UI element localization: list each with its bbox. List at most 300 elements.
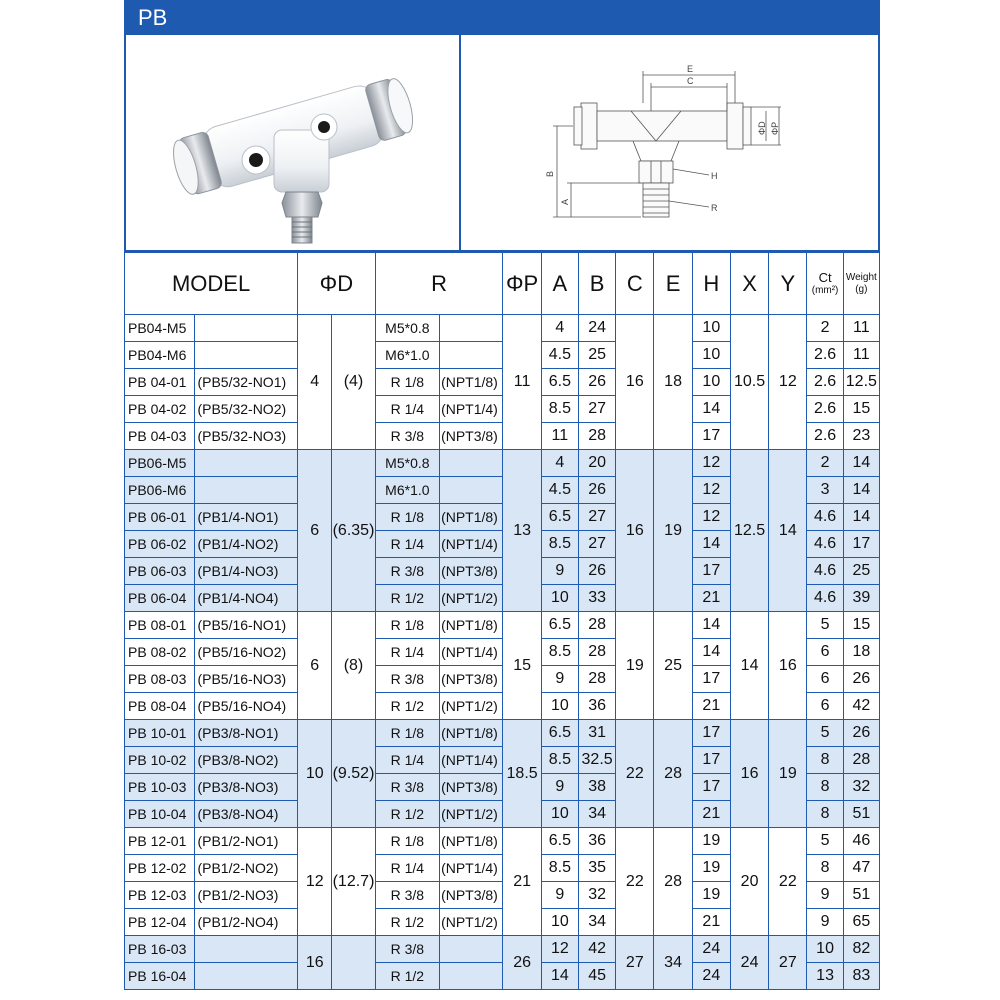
alias-cell: (PB1/4-NO3): [195, 558, 298, 585]
a-cell: 9: [541, 882, 578, 909]
alias-cell: [195, 936, 298, 963]
h-cell: 19: [692, 855, 730, 882]
npt-cell: (NPT1/8): [440, 612, 503, 639]
h-cell: 14: [692, 612, 730, 639]
a-cell: 4.5: [541, 342, 578, 369]
header-r: R: [375, 253, 503, 315]
a-cell: 8.5: [541, 747, 578, 774]
b-cell: 25: [578, 342, 615, 369]
ct-cell: 4.6: [807, 558, 843, 585]
weight-cell: 25: [843, 558, 879, 585]
h-cell: 14: [692, 396, 730, 423]
b-cell: 38: [578, 774, 615, 801]
header-y: Y: [769, 253, 807, 315]
h-cell: 21: [692, 693, 730, 720]
b-cell: 34: [578, 909, 615, 936]
thread-cell: R 3/8: [375, 774, 439, 801]
thread-cell: R 1/2: [375, 909, 439, 936]
model-cell: PB 08-01: [125, 612, 195, 639]
ct-cell: 4.6: [807, 531, 843, 558]
weight-cell: 82: [843, 936, 879, 963]
b-cell: 24: [578, 315, 615, 342]
ct-cell: 2.6: [807, 342, 843, 369]
npt-cell: [440, 342, 503, 369]
y-cell: 16: [769, 612, 807, 720]
b-cell: 20: [578, 450, 615, 477]
thread-cell: R 1/4: [375, 639, 439, 666]
ct-cell: 2: [807, 315, 843, 342]
thread-cell: R 3/8: [375, 666, 439, 693]
model-cell: PB04-M6: [125, 342, 195, 369]
header-phi-p: ΦP: [503, 253, 541, 315]
a-cell: 9: [541, 666, 578, 693]
b-cell: 33: [578, 585, 615, 612]
thread-cell: M5*0.8: [375, 315, 439, 342]
c-cell: 27: [616, 936, 654, 990]
table-row: [125, 720, 880, 747]
model-cell: PB 12-04: [125, 909, 195, 936]
b-cell: 28: [578, 423, 615, 450]
label-c: C: [687, 76, 694, 86]
phi-d-cell: 6: [298, 450, 332, 612]
npt-cell: (NPT3/8): [440, 774, 503, 801]
weight-cell: 51: [843, 882, 879, 909]
phi-p-cell: 13: [503, 450, 541, 612]
model-cell: PB04-M5: [125, 315, 195, 342]
ct-cell: 10: [807, 936, 843, 963]
x-cell: 24: [730, 936, 768, 990]
spec-body: [125, 315, 880, 990]
x-cell: 12.5: [730, 450, 768, 612]
weight-cell: 14: [843, 504, 879, 531]
a-cell: 6.5: [541, 504, 578, 531]
header-c: C: [616, 253, 654, 315]
thread-cell: R 1/2: [375, 801, 439, 828]
a-cell: 4.5: [541, 477, 578, 504]
header-phi-d: ΦD: [298, 253, 376, 315]
npt-cell: (NPT1/2): [440, 909, 503, 936]
ct-cell: 8: [807, 801, 843, 828]
alias-cell: (PB3/8-NO1): [195, 720, 298, 747]
weight-cell: 39: [843, 585, 879, 612]
c-cell: 16: [616, 315, 654, 450]
dimension-drawing: [461, 35, 878, 250]
model-cell: PB 04-02: [125, 396, 195, 423]
npt-cell: [440, 450, 503, 477]
npt-cell: (NPT3/8): [440, 882, 503, 909]
weight-cell: 28: [843, 747, 879, 774]
alias-cell: (PB1/2-NO4): [195, 909, 298, 936]
phi-d-alt-cell: (9.52): [332, 720, 375, 828]
npt-cell: (NPT1/8): [440, 720, 503, 747]
table-row: [125, 612, 880, 639]
ct-cell: 6: [807, 666, 843, 693]
ct-cell: 8: [807, 747, 843, 774]
weight-cell: 46: [843, 828, 879, 855]
header-a: A: [541, 253, 578, 315]
model-cell: PB06-M5: [125, 450, 195, 477]
header-ct-unit: (mm²): [811, 284, 839, 296]
phi-p-cell: 15: [503, 612, 541, 720]
a-cell: 4: [541, 450, 578, 477]
a-cell: 9: [541, 774, 578, 801]
thread-cell: R 1/4: [375, 396, 439, 423]
h-cell: 12: [692, 504, 730, 531]
thread-cell: R 3/8: [375, 423, 439, 450]
h-cell: 10: [692, 315, 730, 342]
a-cell: 6.5: [541, 612, 578, 639]
a-cell: 8.5: [541, 639, 578, 666]
label-r: R: [711, 203, 718, 213]
label-phi-d: ΦD: [757, 121, 767, 135]
phi-p-cell: 11: [503, 315, 541, 450]
h-cell: 21: [692, 585, 730, 612]
h-cell: 10: [692, 342, 730, 369]
a-cell: 8.5: [541, 855, 578, 882]
weight-cell: 65: [843, 909, 879, 936]
model-cell: PB 08-03: [125, 666, 195, 693]
b-cell: 31: [578, 720, 615, 747]
model-cell: PB 04-01: [125, 369, 195, 396]
npt-cell: (NPT1/8): [440, 828, 503, 855]
b-cell: 35: [578, 855, 615, 882]
image-row: [124, 35, 880, 252]
product-photo: [126, 35, 459, 250]
npt-cell: (NPT3/8): [440, 558, 503, 585]
b-cell: 42: [578, 936, 615, 963]
a-cell: 6.5: [541, 720, 578, 747]
x-cell: 10.5: [730, 315, 768, 450]
thread-cell: R 1/4: [375, 747, 439, 774]
ct-cell: 4.6: [807, 585, 843, 612]
weight-cell: 32: [843, 774, 879, 801]
weight-cell: 15: [843, 612, 879, 639]
weight-cell: 11: [843, 342, 879, 369]
label-e: E: [687, 64, 694, 74]
b-cell: 27: [578, 504, 615, 531]
model-cell: PB 12-02: [125, 855, 195, 882]
header-weight-unit: (g): [855, 283, 868, 295]
weight-cell: 83: [843, 963, 879, 990]
alias-cell: (PB5/32-NO2): [195, 396, 298, 423]
alias-cell: [195, 477, 298, 504]
thread-cell: R 1/2: [375, 963, 439, 990]
ct-cell: 2.6: [807, 369, 843, 396]
thread-cell: R 1/4: [375, 531, 439, 558]
model-cell: PB 08-04: [125, 693, 195, 720]
a-cell: 4: [541, 315, 578, 342]
thread-cell: R 1/8: [375, 504, 439, 531]
e-cell: 28: [654, 720, 692, 828]
npt-cell: (NPT1/4): [440, 396, 503, 423]
a-cell: 14: [541, 963, 578, 990]
b-cell: 32.5: [578, 747, 615, 774]
a-cell: 10: [541, 693, 578, 720]
e-cell: 25: [654, 612, 692, 720]
weight-cell: 42: [843, 693, 879, 720]
y-cell: 14: [769, 450, 807, 612]
alias-cell: (PB1/4-NO2): [195, 531, 298, 558]
label-phi-p: ΦP: [770, 121, 780, 135]
alias-cell: (PB3/8-NO3): [195, 774, 298, 801]
npt-cell: (NPT1/4): [440, 855, 503, 882]
c-cell: 22: [616, 720, 654, 828]
weight-cell: 26: [843, 720, 879, 747]
alias-cell: (PB1/2-NO3): [195, 882, 298, 909]
h-cell: 19: [692, 828, 730, 855]
weight-cell: 17: [843, 531, 879, 558]
npt-cell: (NPT1/4): [440, 747, 503, 774]
header-row: [125, 253, 880, 315]
phi-d-cell: 4: [298, 315, 332, 450]
h-cell: 19: [692, 882, 730, 909]
ct-cell: 6: [807, 693, 843, 720]
h-cell: 14: [692, 531, 730, 558]
label-b: B: [545, 170, 555, 177]
thread-cell: R 3/8: [375, 882, 439, 909]
x-cell: 14: [730, 612, 768, 720]
header-ct: [807, 253, 843, 315]
tee-dimension-diagram: [461, 35, 878, 250]
model-cell: PB 12-01: [125, 828, 195, 855]
npt-cell: [440, 963, 503, 990]
h-cell: 17: [692, 774, 730, 801]
phi-d-alt-cell: (6.35): [332, 450, 375, 612]
weight-cell: 18: [843, 639, 879, 666]
header-ct-label: Ct: [818, 269, 832, 285]
model-cell: PB 04-03: [125, 423, 195, 450]
a-cell: 10: [541, 909, 578, 936]
thread-cell: R 3/8: [375, 936, 439, 963]
thread-cell: M6*1.0: [375, 477, 439, 504]
h-cell: 21: [692, 909, 730, 936]
npt-cell: (NPT1/4): [440, 531, 503, 558]
header-x: X: [730, 253, 768, 315]
h-cell: 17: [692, 666, 730, 693]
a-cell: 6.5: [541, 369, 578, 396]
ct-cell: 8: [807, 855, 843, 882]
phi-p-cell: 26: [503, 936, 541, 990]
table-row: [125, 936, 880, 963]
c-cell: 22: [616, 828, 654, 936]
a-cell: 12: [541, 936, 578, 963]
thread-cell: R 3/8: [375, 558, 439, 585]
header-weight: [843, 253, 879, 315]
h-cell: 24: [692, 963, 730, 990]
thread-cell: M5*0.8: [375, 450, 439, 477]
table-row: [125, 450, 880, 477]
npt-cell: [440, 315, 503, 342]
alias-cell: (PB5/16-NO2): [195, 639, 298, 666]
y-cell: 19: [769, 720, 807, 828]
a-cell: 11: [541, 423, 578, 450]
ct-cell: 4.6: [807, 504, 843, 531]
npt-cell: (NPT1/4): [440, 639, 503, 666]
table-row: [125, 315, 880, 342]
tee-fitting-photo: [126, 35, 459, 250]
b-cell: 26: [578, 369, 615, 396]
b-cell: 28: [578, 666, 615, 693]
alias-cell: (PB5/16-NO1): [195, 612, 298, 639]
model-cell: PB 10-01: [125, 720, 195, 747]
b-cell: 27: [578, 396, 615, 423]
alias-cell: [195, 450, 298, 477]
npt-cell: [440, 936, 503, 963]
weight-cell: 51: [843, 801, 879, 828]
weight-cell: 26: [843, 666, 879, 693]
b-cell: 32: [578, 882, 615, 909]
model-cell: PB 08-02: [125, 639, 195, 666]
y-cell: 27: [769, 936, 807, 990]
ct-cell: 2.6: [807, 396, 843, 423]
alias-cell: (PB5/32-NO3): [195, 423, 298, 450]
b-cell: 36: [578, 693, 615, 720]
phi-d-cell: 6: [298, 612, 332, 720]
header-b: B: [578, 253, 615, 315]
weight-cell: 14: [843, 477, 879, 504]
y-cell: 22: [769, 828, 807, 936]
c-cell: 19: [616, 612, 654, 720]
alias-cell: [195, 342, 298, 369]
npt-cell: (NPT1/8): [440, 369, 503, 396]
weight-cell: 12.5: [843, 369, 879, 396]
b-cell: 28: [578, 612, 615, 639]
phi-p-cell: 18.5: [503, 720, 541, 828]
phi-d-cell: 10: [298, 720, 332, 828]
c-cell: 16: [616, 450, 654, 612]
h-cell: 10: [692, 369, 730, 396]
h-cell: 17: [692, 747, 730, 774]
h-cell: 17: [692, 720, 730, 747]
x-cell: 20: [730, 828, 768, 936]
header-weight-label: Weight: [845, 271, 877, 283]
alias-cell: (PB5/32-NO1): [195, 369, 298, 396]
h-cell: 17: [692, 423, 730, 450]
header-e: E: [654, 253, 692, 315]
thread-cell: R 1/8: [375, 720, 439, 747]
h-cell: 12: [692, 477, 730, 504]
thread-cell: R 1/8: [375, 612, 439, 639]
npt-cell: [440, 477, 503, 504]
npt-cell: (NPT1/2): [440, 801, 503, 828]
thread-cell: R 1/8: [375, 828, 439, 855]
weight-cell: 14: [843, 450, 879, 477]
label-h: H: [711, 171, 718, 181]
ct-cell: 6: [807, 639, 843, 666]
a-cell: 6.5: [541, 828, 578, 855]
alias-cell: (PB1/2-NO1): [195, 828, 298, 855]
h-cell: 21: [692, 801, 730, 828]
phi-d-cell: 16: [298, 936, 332, 990]
h-cell: 12: [692, 450, 730, 477]
ct-cell: 9: [807, 882, 843, 909]
y-cell: 12: [769, 315, 807, 450]
b-cell: 28: [578, 639, 615, 666]
x-cell: 16: [730, 720, 768, 828]
ct-cell: 8: [807, 774, 843, 801]
ct-cell: 5: [807, 612, 843, 639]
b-cell: 45: [578, 963, 615, 990]
phi-d-alt-cell: (4): [332, 315, 375, 450]
b-cell: 26: [578, 558, 615, 585]
h-cell: 24: [692, 936, 730, 963]
phi-p-cell: 21: [503, 828, 541, 936]
phi-d-alt-cell: (8): [332, 612, 375, 720]
weight-cell: 15: [843, 396, 879, 423]
alias-cell: (PB3/8-NO2): [195, 747, 298, 774]
model-cell: PB 10-04: [125, 801, 195, 828]
ct-cell: 2.6: [807, 423, 843, 450]
a-cell: 10: [541, 801, 578, 828]
label-a: A: [560, 198, 570, 205]
npt-cell: (NPT1/8): [440, 504, 503, 531]
ct-cell: 13: [807, 963, 843, 990]
model-cell: PB06-M6: [125, 477, 195, 504]
thread-cell: R 1/4: [375, 855, 439, 882]
alias-cell: (PB1/4-NO4): [195, 585, 298, 612]
model-cell: PB 16-03: [125, 936, 195, 963]
e-cell: 19: [654, 450, 692, 612]
model-cell: PB 16-04: [125, 963, 195, 990]
e-cell: 18: [654, 315, 692, 450]
ct-cell: 2: [807, 450, 843, 477]
npt-cell: (NPT1/2): [440, 693, 503, 720]
h-cell: 14: [692, 639, 730, 666]
alias-cell: (PB1/2-NO2): [195, 855, 298, 882]
weight-cell: 11: [843, 315, 879, 342]
thread-cell: R 1/2: [375, 585, 439, 612]
weight-cell: 23: [843, 423, 879, 450]
phi-d-cell: 12: [298, 828, 332, 936]
e-cell: 28: [654, 828, 692, 936]
ct-cell: 5: [807, 720, 843, 747]
table-row: [125, 828, 880, 855]
model-cell: PB 06-03: [125, 558, 195, 585]
model-cell: PB 10-03: [125, 774, 195, 801]
a-cell: 8.5: [541, 531, 578, 558]
b-cell: 26: [578, 477, 615, 504]
model-cell: PB 12-03: [125, 882, 195, 909]
alias-cell: (PB3/8-NO4): [195, 801, 298, 828]
weight-cell: 47: [843, 855, 879, 882]
thread-cell: R 1/2: [375, 693, 439, 720]
alias-cell: (PB5/16-NO3): [195, 666, 298, 693]
thread-cell: R 1/8: [375, 369, 439, 396]
phi-d-alt-cell: (12.7): [332, 828, 375, 936]
b-cell: 34: [578, 801, 615, 828]
npt-cell: (NPT3/8): [440, 666, 503, 693]
npt-cell: (NPT3/8): [440, 423, 503, 450]
a-cell: 10: [541, 585, 578, 612]
section-title: PB: [124, 0, 880, 35]
b-cell: 27: [578, 531, 615, 558]
e-cell: 34: [654, 936, 692, 990]
model-cell: PB 06-01: [125, 504, 195, 531]
b-cell: 36: [578, 828, 615, 855]
alias-cell: [195, 315, 298, 342]
thread-cell: M6*1.0: [375, 342, 439, 369]
alias-cell: (PB5/16-NO4): [195, 693, 298, 720]
spec-table: [124, 252, 880, 990]
a-cell: 9: [541, 558, 578, 585]
alias-cell: (PB1/4-NO1): [195, 504, 298, 531]
ct-cell: 5: [807, 828, 843, 855]
phi-d-alt-cell: [332, 936, 375, 990]
a-cell: 8.5: [541, 396, 578, 423]
model-cell: PB 06-04: [125, 585, 195, 612]
header-model: MODEL: [125, 253, 298, 315]
model-cell: PB 06-02: [125, 531, 195, 558]
